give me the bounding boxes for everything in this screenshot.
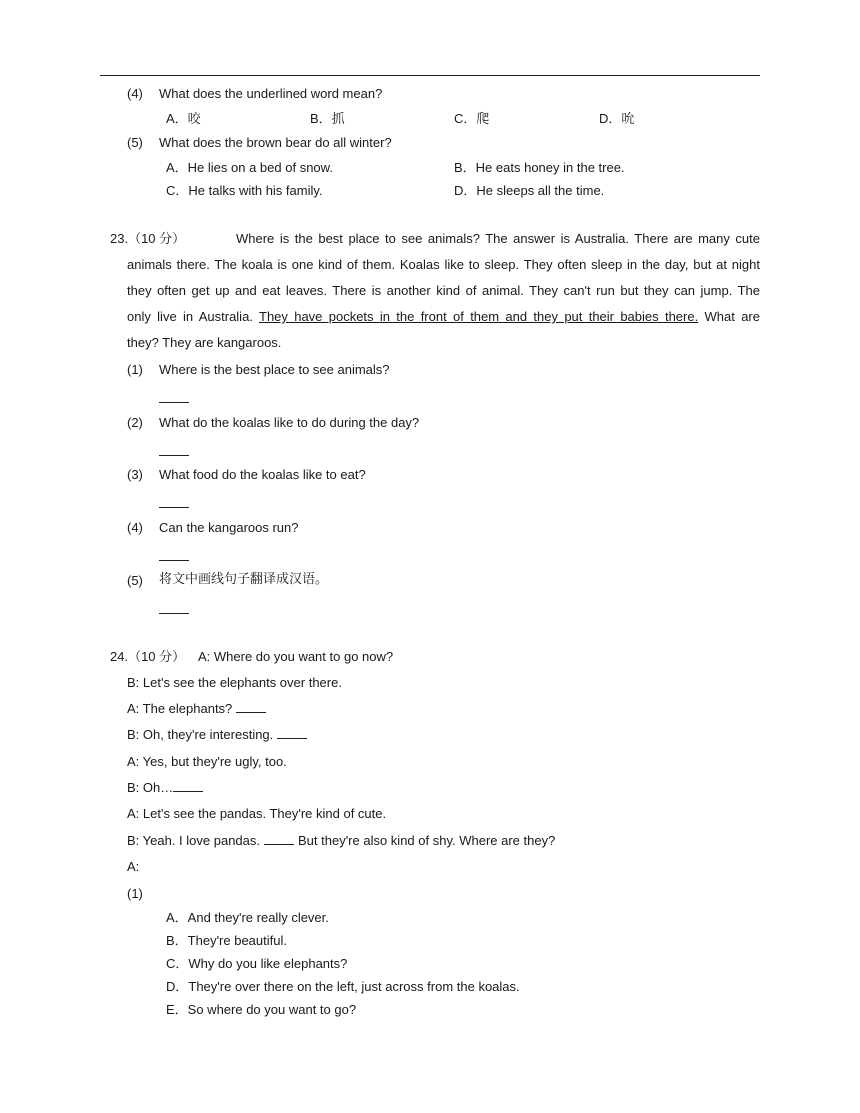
q23-5-question: 将文中画线句子翻译成汉语。 bbox=[159, 572, 329, 587]
q23-passage-line-5: they? They are kangaroos. bbox=[127, 335, 282, 350]
q24-dialogue-line-3 bbox=[127, 700, 270, 718]
q24-blank-2[interactable] bbox=[277, 726, 307, 739]
q22-5-option-a[interactable]: A．He lies on a bed of snow. bbox=[166, 160, 333, 175]
q24-dialogue-line-4 bbox=[127, 726, 311, 744]
q22-5-option-d[interactable]: D．He sleeps all the time. bbox=[454, 183, 605, 198]
q23-3-answer-blank[interactable] bbox=[159, 507, 189, 508]
q23-2-question: What do the koalas like to do during the day? bbox=[159, 415, 420, 430]
q23-2-answer-blank[interactable] bbox=[159, 455, 189, 456]
q22-5-question: What does the brown bear do all winter? bbox=[159, 135, 392, 150]
q24-label: 24.（10 分） bbox=[110, 649, 186, 664]
q24-blank-3[interactable] bbox=[173, 779, 203, 792]
q22-4-option-a[interactable]: A．咬 bbox=[166, 111, 201, 126]
q23-passage-line-4-start: only live in Australia. bbox=[127, 309, 259, 324]
q22-4-option-b[interactable]: B．抓 bbox=[310, 111, 345, 126]
q23-1-question: Where is the best place to see animals? bbox=[159, 362, 390, 377]
q22-5-option-c[interactable]: C．He talks with his family. bbox=[166, 183, 323, 198]
q23-5-answer-blank[interactable] bbox=[159, 613, 189, 614]
q22-4-question: What does the underlined word mean? bbox=[159, 86, 383, 101]
q24-option-d[interactable]: D．They're over there on the left, just across from the koalas. bbox=[166, 979, 520, 994]
q23-4-number: (4) bbox=[127, 520, 143, 535]
q22-4-option-d[interactable]: D．吮 bbox=[599, 111, 635, 126]
q24-dialogue-line-6 bbox=[127, 779, 207, 797]
q23-2-number: (2) bbox=[127, 415, 143, 430]
q24-option-b[interactable]: B．They're beautiful. bbox=[166, 933, 287, 948]
q23-3-number: (3) bbox=[127, 467, 143, 482]
q24-dialogue-line-4-text: B: Oh, they're interesting. bbox=[127, 727, 274, 742]
q22-4-option-c[interactable]: C．爬 bbox=[454, 111, 490, 126]
q23-passage-line-3: they often get up and eat leaves. There is another kind of animal. They can't run but they can jump. The bbox=[127, 283, 760, 298]
q23-4-answer-blank[interactable] bbox=[159, 560, 189, 561]
q23-underlined-sentence: They have pockets in the front of them and they put their babies there. bbox=[259, 309, 699, 324]
q24-dialogue-line-8 bbox=[127, 832, 555, 850]
q24-number: (1) bbox=[127, 886, 143, 901]
q24-dialogue-line-8-start: B: Yeah. I love pandas. bbox=[127, 833, 260, 848]
q22-4-number: (4) bbox=[127, 86, 143, 101]
q24-dialogue-line-8-end: But they're also kind of shy. Where are they? bbox=[298, 833, 556, 848]
header-rule bbox=[100, 75, 760, 76]
q24-dialogue-line-2: B: Let's see the elephants over there. bbox=[127, 675, 342, 690]
q24-dialogue-line-9: A: bbox=[127, 859, 140, 874]
q22-5-number: (5) bbox=[127, 135, 143, 150]
q24-dialogue-line-3-text: A: The elephants? bbox=[127, 701, 233, 716]
q24-option-a[interactable]: A．And they're really clever. bbox=[166, 910, 329, 925]
q23-passage-line-4-end: What are bbox=[698, 309, 760, 324]
q23-passage-line-4 bbox=[127, 308, 760, 326]
q24-dialogue-line-6-text: B: Oh… bbox=[127, 780, 174, 795]
q23-1-answer-blank[interactable] bbox=[159, 402, 189, 403]
q23-5-number: (5) bbox=[127, 573, 143, 588]
q23-4-question: Can the kangaroos run? bbox=[159, 520, 299, 535]
q24-blank-4[interactable] bbox=[264, 832, 294, 845]
q24-option-c[interactable]: C．Why do you like elephants? bbox=[166, 956, 348, 971]
q23-passage-line-2: animals there. The koala is one kind of them. Koalas like to sleep. They often sleep in the day, but at night bbox=[127, 257, 760, 272]
q23-3-question: What food do the koalas like to eat? bbox=[159, 467, 366, 482]
q24-blank-1[interactable] bbox=[236, 700, 266, 713]
q23-label: 23.（10 分） bbox=[110, 231, 186, 246]
q24-dialogue-line-1: A: Where do you want to go now? bbox=[198, 649, 394, 664]
q24-dialogue-line-5: A: Yes, but they're ugly, too. bbox=[127, 754, 287, 769]
q22-5-option-b[interactable]: B．He eats honey in the tree. bbox=[454, 160, 625, 175]
q24-dialogue-line-7: A: Let's see the pandas. They're kind of cute. bbox=[127, 806, 387, 821]
q23-passage-line-1: Where is the best place to see animals? The answer is Australia. There are many cute bbox=[236, 231, 760, 246]
q24-option-e[interactable]: E．So where do you want to go? bbox=[166, 1002, 357, 1017]
q23-1-number: (1) bbox=[127, 362, 143, 377]
